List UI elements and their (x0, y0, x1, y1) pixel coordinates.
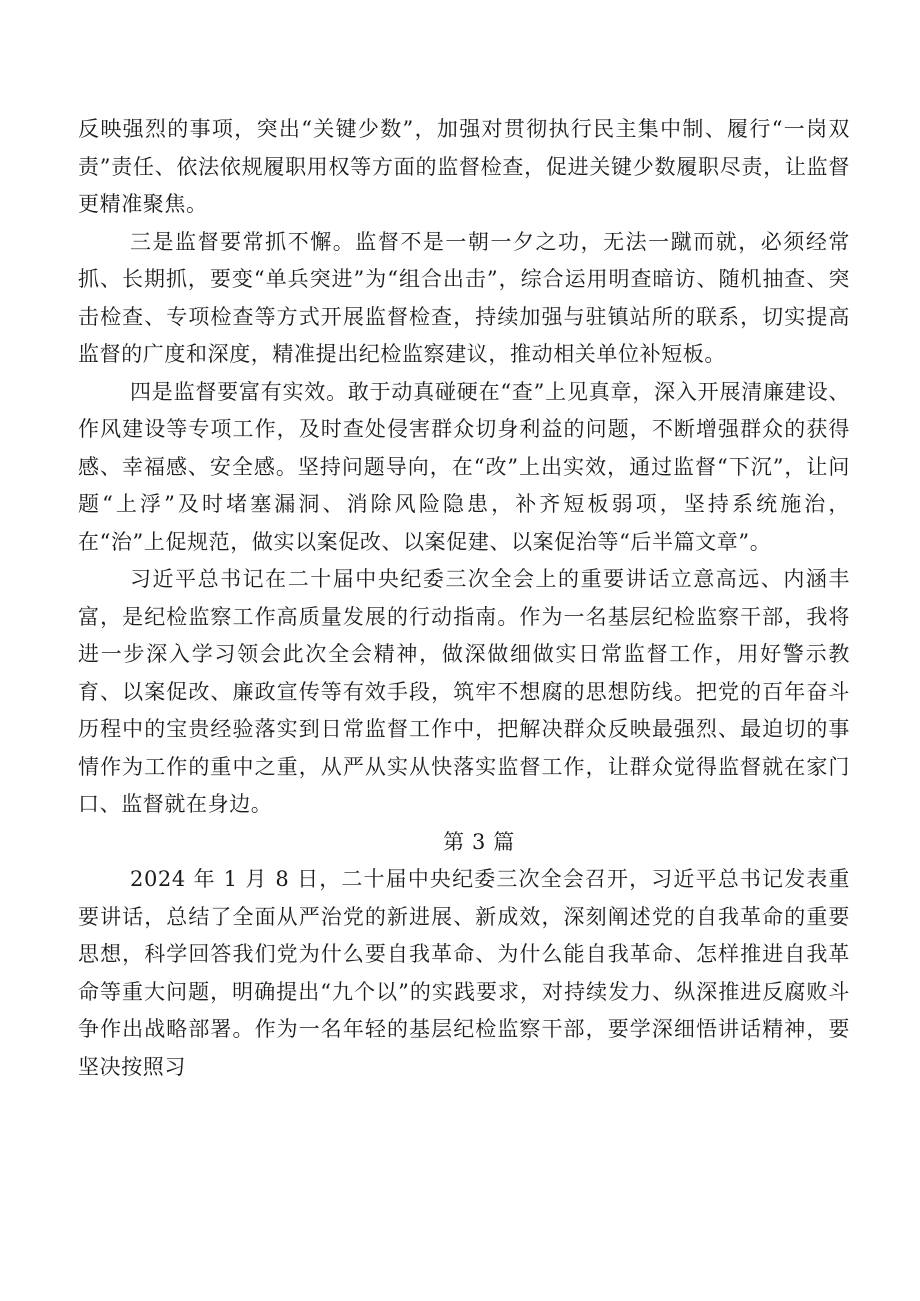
paragraph-point-four: 四是监督要富有实效。敢于动真碰硬在“查”上见真章，深入开展清廉建设、作风建设等专项工作，及时查处侵害群众切身利益的问题，不断增强群众的获得感、幸福感、安全感。坚持问题导向，在“改”上出实效，通过监督“下沉”，让问题“上浮”及时堵塞漏洞、消除风险隐患，补齐短板弱项，坚持系统施治，在“治”上促规范，做实以案促改、以案促建、以案促治等“后半篇文章”。 (78, 379, 850, 554)
document-body (78, 111, 850, 1086)
paragraph-continuation: 反映强烈的事项，突出“关键少数”，加强对贯彻执行民主集中制、履行“一岗双责”责任、依法依规履职用权等方面的监督检查，促进关键少数履职尽责，让监督更精准聚焦。 (78, 117, 850, 216)
paragraph-conclusion: 习近平总书记在二十届中央纪委三次全会上的重要讲话立意高远、内涵丰富，是纪检监察工作高质量发展的行动指南。作为一名基层纪检监察干部，我将进一步深入学习领会此次全会精神，做深做细做实日常监督工作，用好警示教育、以案促改、廉政宣传等有效手段，筑牢不想腐的思想防线。把党的百年奋斗历程中的宝贵经验落实到日常监督工作中，把解决群众反映最强烈、最迫切的事情作为工作的重中之重，从严从实从快落实监督工作，让群众觉得监督就在家门口、监督就在身边。 (78, 567, 850, 816)
paragraph-point-three: 三是监督要常抓不懈。监督不是一朝一夕之功，无法一蹴而就，必须经常抓、长期抓，要变“单兵突进”为“组合出击”，综合运用明查暗访、随机抽查、突击检查、专项检查等方式开展监督检查，持续加强与驻镇站所的联系，切实提高监督的广度和深度，精准提出纪检监察建议，推动相关单位补短板。 (78, 229, 850, 366)
section-heading: 第 3 篇 (443, 829, 515, 854)
paragraph-section-intro: 2024 年 1 月 8 日，二十届中央纪委三次全会召开，习近平总书记发表重要讲话，总结了全面从严治党的新进展、新成效，深刻阐述党的自我革命的重要思想，科学回答我们党为什么要自我革命、为什么能自我革命、怎样推进自我革命等重大问题，明确提出“九个以”的实践要求，对持续发力、纵深推进反腐败斗争作出战略部署。作为一名年轻的基层纪检监察干部，要学深细悟讲话精神，要坚决按照习 (78, 867, 850, 1079)
